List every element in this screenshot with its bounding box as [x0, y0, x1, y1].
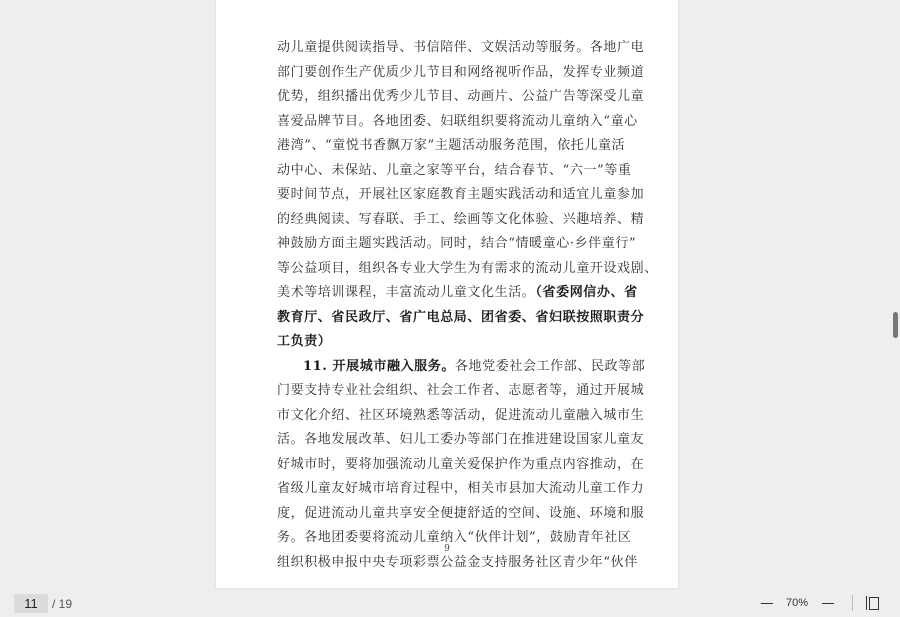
text-line [277, 551, 638, 576]
line-text: 动儿童提供阅读指导、书信陪伴、文娱活动等服务。各地广电 [277, 40, 645, 55]
text-line [277, 281, 638, 306]
text-line [277, 134, 627, 159]
line-text: 要时间节点，开展社区家庭教育主题实践活动和适宜儿童参加 [277, 187, 645, 202]
page-number: 9 [444, 544, 450, 554]
current-page-input[interactable]: 11 [14, 594, 48, 613]
text-line [277, 355, 646, 380]
responsibility-note: 教育厅、省民政厅、省广电总局、团省委、省妇联按照职责分 [277, 309, 645, 325]
text-line [277, 428, 645, 453]
text-line [277, 159, 632, 184]
line-text: 港湾”、“童悦书香飘万家”主题活动服务范围，依托儿童活 [277, 138, 626, 153]
zoom-out-button[interactable] [760, 596, 774, 610]
line-text: 动中心、未保站、儿童之家等平台，结合春节、“六一”等重 [277, 162, 632, 178]
total-pages-label: / 19 [52, 597, 73, 611]
text-line [277, 477, 645, 502]
line-text: 活。各地发展改革、妇儿工委办等部门在推进建设国家儿童友 [277, 432, 645, 447]
text-line [277, 330, 627, 355]
section-heading: 11. 开展城市融入服务。 [303, 358, 455, 374]
line-text: 部门要创作生产优质少儿节目和网络视听作品，发挥专业频道 [277, 64, 645, 80]
line-text: 门要支持专业社会组织、社会工作者、志愿者等，通过开展城 [277, 383, 645, 398]
line-text: 好城市时，要将加强流动儿童关爱保护作为重点内容推动，在 [277, 456, 645, 472]
text-line [277, 61, 645, 86]
text-line [277, 453, 645, 478]
text-line [277, 404, 645, 429]
toolbar-divider [852, 595, 853, 611]
line-text: 市文化介绍、社区环境熟悉等活动，促进流动儿童融入城市生 [277, 407, 645, 423]
responsibility-note: 工负责） [277, 334, 332, 349]
line-text: 神鼓励方面主题实践活动。同时，结合“情暖童心·乡伴童行” [277, 236, 637, 251]
text-line [277, 208, 645, 233]
line-text: 各地党委社会工作部、民政等部 [454, 358, 646, 374]
page-text-body [277, 36, 658, 575]
line-text: 喜爱品牌节目。各地团委、妇联组织要将流动儿童纳入“童心 [277, 113, 638, 129]
text-line [277, 183, 645, 208]
responsibility-note: （省委网信办、省 [535, 285, 638, 300]
scrollbar-thumb[interactable] [893, 312, 898, 338]
text-line [277, 306, 645, 331]
text-line [277, 257, 658, 282]
line-text: 美术等培训课程，丰富流动儿童文化生活。 [277, 285, 536, 300]
text-line [277, 36, 645, 61]
text-line [277, 110, 638, 135]
text-line [277, 232, 637, 257]
text-line [277, 85, 645, 110]
zoom-in-button[interactable] [821, 596, 835, 610]
text-line [277, 502, 645, 527]
line-text: 等公益项目，组织各专业大学生为有需求的流动儿童开设戏剧、 [277, 260, 658, 276]
bottom-toolbar [0, 590, 900, 617]
line-text: 组织积极申报中央专项彩票公益金支持服务社区青少年“伙伴 [277, 554, 638, 570]
line-text: 的经典阅读、写春联、手工、绘画等文化体验、兴趣培养、精 [277, 211, 645, 227]
line-text: 省级儿童友好城市培育过程中，相关市县加大流动儿童工作力 [277, 481, 645, 496]
zoom-level-label: 70% [786, 597, 809, 609]
line-text: 优势，组织播出优秀少儿节目、动画片、公益广告等深受儿童 [277, 89, 645, 104]
fit-page-icon[interactable] [866, 596, 878, 610]
pdf-page [216, 0, 678, 588]
line-text: 务。各地团委要将流动儿童纳入“伙伴计划”，鼓励青年社区 [277, 530, 632, 545]
text-line [277, 379, 645, 404]
line-text: 度，促进流动儿童共享安全便捷舒适的空间、设施、环境和服 [277, 505, 645, 521]
